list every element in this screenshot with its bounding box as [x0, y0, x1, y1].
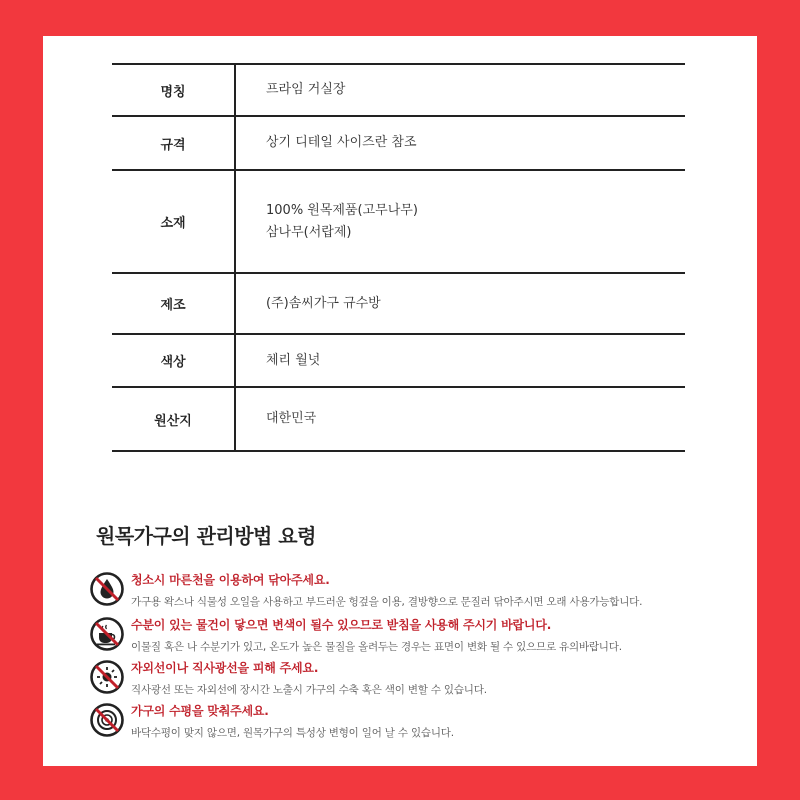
care-heading: 자외선이나 직사광선을 피해 주세요. [131, 661, 319, 675]
spec-row-name [112, 63, 685, 115]
spec-value-line: 대한민국 [266, 411, 317, 426]
spec-value-line: 삼나무(서랍제) [266, 224, 352, 240]
spec-label: 제조 [112, 274, 236, 333]
spec-value [236, 408, 316, 430]
level-icon [89, 702, 125, 738]
care-description: 바닥수평이 맞지 않으면, 원목가구의 특성상 변형이 일어 날 수 있습니다. [131, 727, 454, 739]
spec-label: 색상 [112, 335, 236, 386]
spec-label: 명칭 [112, 65, 236, 115]
care-text [131, 571, 642, 609]
spec-value-line: 체리 월넛 [266, 352, 321, 368]
care-text [131, 659, 487, 697]
care-heading: 수분이 있는 물건이 닿으면 변색이 될수 있으므로 받침을 사용해 주시기 바랍니다. [131, 618, 552, 632]
no-hot-cup-icon [89, 616, 125, 652]
spec-value-line: (주)솜씨가구 규수방 [266, 295, 381, 311]
spec-value [236, 132, 417, 154]
spec-value-line: 프라임 거실장 [266, 82, 346, 97]
spec-label: 규격 [112, 117, 236, 169]
care-item [89, 571, 729, 611]
care-item [89, 616, 729, 656]
care-heading: 가구의 수평을 맞춰주세요. [131, 704, 269, 718]
care-item [89, 659, 729, 699]
spec-value [236, 200, 418, 244]
care-title: 원목가구의 관리방법 요령 [96, 524, 316, 548]
care-description: 가구용 왁스나 식물성 오일을 사용하고 부드러운 헝겊을 이용, 결방향으로 문질러 닦아주시면 오래 사용가능합니다. [131, 596, 643, 608]
spec-label: 소재 [112, 171, 236, 272]
content-panel [43, 36, 757, 766]
spec-value [236, 350, 320, 372]
care-description: 이물질 혹은 나 수분기가 있고, 온도가 높은 물질을 올려두는 경우는 표면이 변화 될 수 있으므로 유의바랍니다. [131, 641, 622, 653]
spec-row-origin [112, 386, 685, 452]
spec-value-line: 100% 원목제품(고무나무) [266, 202, 418, 218]
spec-label: 원산지 [112, 388, 236, 450]
spec-row-color [112, 333, 685, 386]
spec-value [236, 293, 381, 315]
spec-row-size [112, 115, 685, 169]
no-water-drop-icon [89, 571, 125, 607]
spec-value [236, 79, 345, 101]
spec-row-material [112, 169, 685, 272]
care-text [131, 702, 454, 740]
care-item [89, 702, 729, 742]
spec-row-maker [112, 272, 685, 333]
care-heading: 청소시 마른천을 이용하여 닦아주세요. [131, 573, 330, 587]
spec-table [112, 63, 685, 452]
care-description: 직사광선 또는 자외선에 장시간 노출시 가구의 수축 혹은 색이 변할 수 있습니다. [131, 684, 487, 696]
no-sun-icon [89, 659, 125, 695]
spec-value-line: 상기 디테일 사이즈란 참조 [266, 135, 417, 150]
care-text [131, 616, 622, 654]
